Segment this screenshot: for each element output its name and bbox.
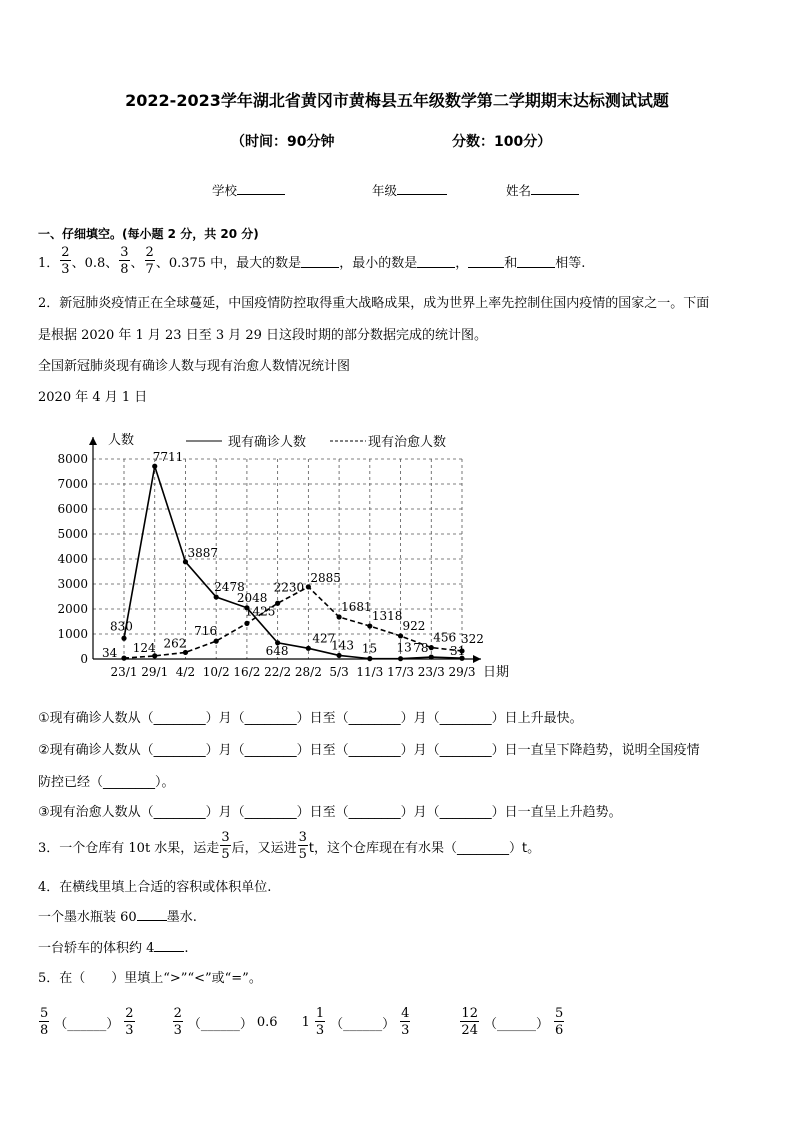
x-tick-label: 23/1 bbox=[110, 665, 138, 679]
data-label: 262 bbox=[163, 636, 187, 651]
data-point bbox=[429, 645, 434, 650]
data-label: 648 bbox=[265, 643, 289, 658]
data-label: 124 bbox=[132, 640, 156, 655]
legend-label: 现有确诊人数 bbox=[228, 435, 307, 450]
school-label: 学校 bbox=[212, 183, 238, 198]
data-point bbox=[183, 650, 188, 655]
q1-text: 相等. bbox=[555, 255, 586, 271]
y-tick-label: 1000 bbox=[57, 627, 88, 641]
data-point bbox=[183, 559, 188, 564]
x-tick-label: 17/3 bbox=[387, 665, 415, 679]
y-tick-label: 8000 bbox=[57, 452, 88, 466]
x-axis-arrow-icon bbox=[473, 655, 481, 663]
x-tick-label: 23/3 bbox=[417, 665, 445, 679]
data-label: 456 bbox=[433, 630, 457, 645]
y-tick-label: 4000 bbox=[57, 552, 88, 566]
q1-text: 和 bbox=[504, 255, 518, 271]
y-tick-label: 6000 bbox=[57, 502, 88, 516]
data-label: 13 bbox=[396, 640, 412, 655]
y-tick-label: 5000 bbox=[57, 527, 88, 541]
q1-text: 、0.375 中，最大的数是 bbox=[155, 255, 302, 271]
fraction: $\frac{3}{5}$ bbox=[298, 830, 307, 862]
q4-title: 4．在横线里填上合适的容积或体积单位. bbox=[38, 880, 272, 895]
data-label: 716 bbox=[194, 624, 218, 639]
chart-caption: 全国新冠肺炎现有确诊人数与现有治愈人数情况统计图 bbox=[38, 359, 351, 374]
x-tick-label: 29/1 bbox=[141, 665, 169, 679]
data-point bbox=[336, 614, 341, 619]
exam-score: 分数：100分） bbox=[452, 134, 552, 150]
fraction: $\frac{2}{3}$ bbox=[125, 1006, 134, 1038]
decimal-value: 0.6 bbox=[256, 1014, 278, 1030]
y-axis-arrow-icon bbox=[89, 437, 97, 445]
data-point bbox=[214, 639, 219, 644]
data-label: 78 bbox=[413, 641, 429, 656]
y-tick-label: 2000 bbox=[57, 602, 88, 616]
x-tick-label: 28/2 bbox=[294, 665, 322, 679]
q3-text: 3．一个仓库有 10t 水果，运走 bbox=[38, 840, 220, 856]
compare-blank[interactable]: （______） bbox=[483, 1016, 549, 1032]
data-point bbox=[275, 601, 280, 606]
fraction: $\frac{3}{5}$ bbox=[221, 830, 230, 862]
data-label: 2885 bbox=[310, 570, 341, 585]
fraction: $\frac{2}{3}$ bbox=[61, 245, 70, 277]
chart-legend bbox=[186, 434, 446, 450]
fraction: $\frac{3}{8}$ bbox=[120, 245, 129, 277]
q1-text: ， bbox=[455, 255, 469, 271]
q5-title: 5．在（ ）里填上“>”“<”或“=”。 bbox=[38, 971, 262, 986]
y-tick-label: 7000 bbox=[57, 477, 88, 491]
data-label: 31 bbox=[450, 644, 466, 659]
data-label: 1318 bbox=[371, 609, 403, 624]
exam-time: （时间：90分钟 bbox=[231, 134, 335, 150]
x-tick-label: 10/2 bbox=[202, 665, 230, 679]
q2-sub-3: ③现有治愈人数从（________）月（________）日至（________）月（________）日一直呈上升趋势。 bbox=[38, 805, 622, 820]
q1-text: 、0.8、 bbox=[71, 255, 119, 271]
q2-sub-2-cont: 防控已经（________）。 bbox=[38, 775, 175, 790]
x-tick-label: 22/2 bbox=[264, 665, 292, 679]
y-axis-label: 人数 bbox=[108, 433, 135, 448]
section-heading: 一、仔细填空。(每小题 2 分，共 20 分) bbox=[38, 227, 259, 241]
x-tick-label: 11/3 bbox=[356, 665, 384, 679]
compare-blank[interactable]: （______） bbox=[54, 1016, 120, 1032]
fraction: $\frac{4}{3}$ bbox=[401, 1006, 410, 1038]
data-label: 2048 bbox=[236, 590, 268, 605]
y-tick-label: 3000 bbox=[57, 577, 88, 591]
data-label: 1681 bbox=[341, 599, 372, 614]
data-label: 830 bbox=[110, 619, 133, 634]
data-label: 143 bbox=[331, 638, 354, 653]
data-label: 15 bbox=[361, 641, 378, 656]
q1-text: 、 bbox=[130, 255, 144, 271]
data-label: 922 bbox=[402, 618, 426, 633]
x-axis-label: 日期 bbox=[483, 665, 510, 680]
data-point bbox=[336, 653, 341, 658]
data-point bbox=[214, 594, 219, 599]
fraction: $\frac{1}{3}$ bbox=[315, 1006, 325, 1038]
data-label: 1425 bbox=[244, 604, 276, 619]
data-point bbox=[152, 464, 157, 469]
q4-item-2: 一台轿车的体积约 4 . bbox=[38, 941, 189, 956]
data-point bbox=[306, 584, 311, 589]
data-label: 34 bbox=[102, 646, 118, 661]
name-label: 姓名 bbox=[506, 183, 532, 198]
data-point bbox=[429, 654, 434, 659]
data-label: 2230 bbox=[273, 580, 305, 595]
x-tick-label: 4/2 bbox=[175, 665, 196, 679]
data-point bbox=[367, 623, 372, 628]
question-3 bbox=[38, 826, 540, 866]
data-label: 2478 bbox=[214, 580, 245, 595]
compare-blank[interactable]: （______） bbox=[330, 1016, 396, 1032]
data-point bbox=[121, 636, 126, 641]
data-label: 427 bbox=[312, 631, 336, 646]
whole-number: 1 bbox=[301, 1014, 310, 1030]
grade-label: 年级 bbox=[372, 183, 398, 198]
page-title: 2022-2023学年湖北省黄冈市黄梅县五年级数学第二学期期末达标测试试题 bbox=[125, 91, 669, 110]
data-point bbox=[398, 656, 403, 661]
fraction: $\frac{5}{6}$ bbox=[554, 1006, 564, 1038]
q4-item-1: 一个墨水瓶装 60 墨水. bbox=[38, 910, 197, 925]
x-tick-label: 5/3 bbox=[329, 665, 349, 679]
data-point bbox=[367, 656, 372, 661]
compare-blank[interactable]: （______） bbox=[187, 1016, 253, 1032]
q3-text: t，这个仓库现在有水果（________）t。 bbox=[308, 840, 541, 856]
data-point bbox=[398, 633, 403, 638]
data-point bbox=[306, 646, 311, 651]
q1-text: ，最小的数是 bbox=[339, 255, 418, 271]
q2-sub-1: ①现有确诊人数从（________）月（________）日至（________）月（________）日上升最快。 bbox=[38, 711, 583, 726]
data-point bbox=[121, 656, 126, 661]
q2-sub-2: ②现有确诊人数从（________）月（________）日至（________）月（________）日一直呈下降趋势，说明全国疫情 bbox=[38, 743, 700, 758]
q1-number: 1． bbox=[38, 255, 60, 271]
q3-text: 后，又运进 bbox=[231, 840, 297, 856]
fraction: $\frac{5}{8}$ bbox=[40, 1006, 49, 1038]
y-tick-label: 0 bbox=[80, 652, 88, 666]
fraction: $\frac{12}{24}$ bbox=[461, 1006, 478, 1038]
data-label: 322 bbox=[461, 631, 484, 646]
fraction: $\frac{2}{7}$ bbox=[145, 245, 154, 277]
q2-line-1: 2．新冠肺炎疫情正在全球蔓延，中国疫情防控取得重大战略成果，成为世界上率先控制住国内疫情的国家之一。下面 bbox=[38, 296, 710, 311]
legend-label: 现有治愈人数 bbox=[368, 435, 447, 450]
x-tick-label: 16/2 bbox=[233, 665, 261, 679]
x-tick-label: 29/3 bbox=[448, 665, 476, 679]
answer-blank[interactable] bbox=[154, 939, 184, 952]
data-label: 3887 bbox=[187, 545, 219, 560]
chart-date: 2020 年 4 月 1 日 bbox=[38, 390, 148, 405]
q5-problems bbox=[38, 1002, 565, 1042]
answer-blank[interactable] bbox=[137, 908, 167, 921]
q2-line-2: 是根据 2020 年 1 月 23 日至 3 月 29 日这段时期的部分数据完成的统计图。 bbox=[38, 328, 488, 343]
data-point bbox=[244, 621, 249, 626]
data-label: 7711 bbox=[152, 450, 184, 465]
fraction: $\frac{2}{3}$ bbox=[173, 1006, 182, 1038]
